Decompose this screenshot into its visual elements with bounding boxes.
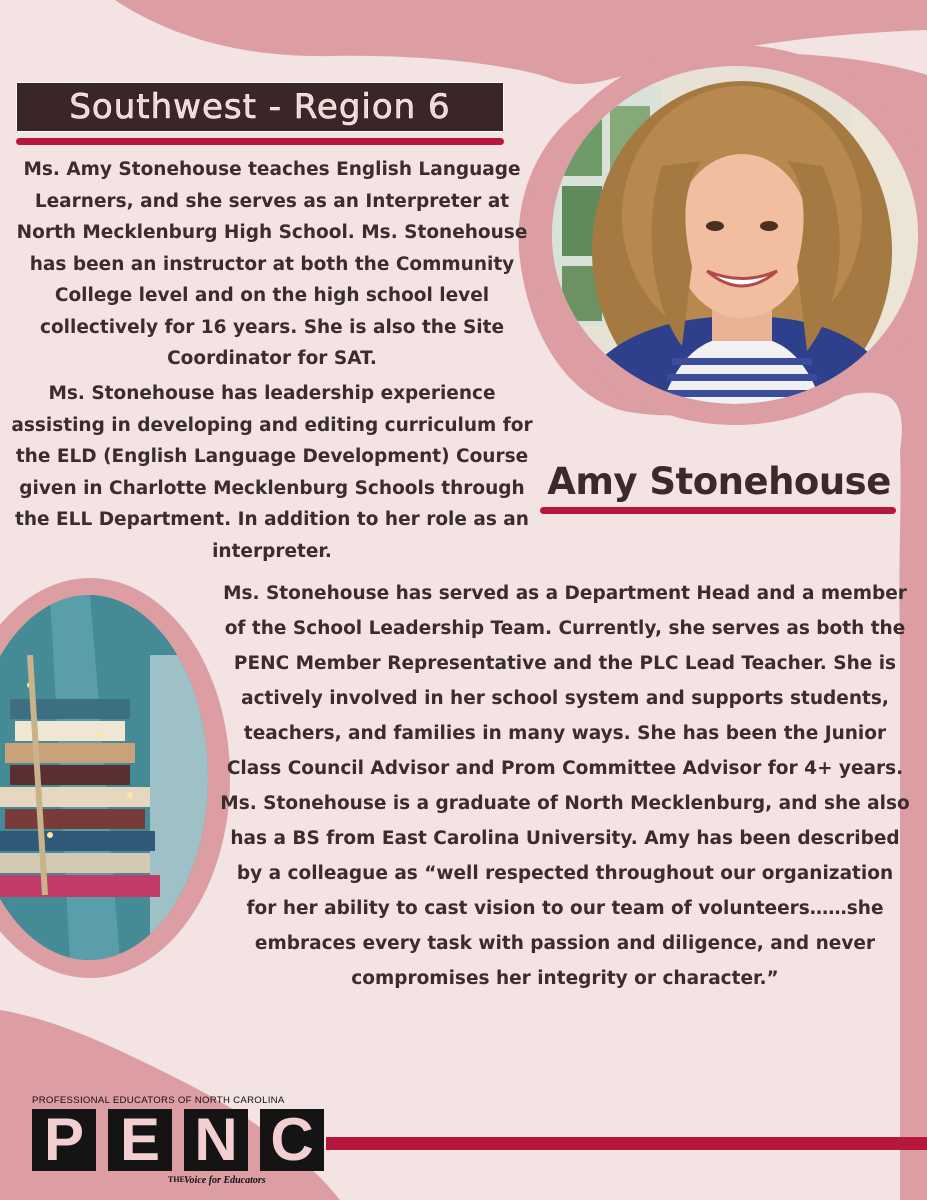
name-underline: [540, 507, 896, 514]
bio-paragraph-3: Ms. Stonehouse has served as a Department Head and a member of the School Leadership Team. Currently, she serves as both the PENC Member Representative and the PLC Lead Teacher. She is actively involved in her school system and supports students, teachers, and families in many ways. She has been the Junior Class Council Advisor and Prom Committee Advisor for 4+ years. Ms. Stonehouse is a graduate of North Mecklenburg, and she also has a BS from East Carolina University. Amy has been described by a colleague as “well respected throughout our organization for her ability to cast vision to our team of volunteers……she embraces every task with passion and diligence, and never compromises her integrity or character.”: [220, 583, 910, 989]
logo-tagline: Voice for Educators: [184, 1175, 266, 1186]
bio-paragraph-1: Ms. Amy Stonehouse teaches English Language Learners, and she serves as an Interpreter at North Mecklenburg High School. Ms. Stonehouse has been an instructor at both the Community College level and on the high school level collectively for 16 years. She is also the Site Coordinator for SAT.: [16, 159, 528, 369]
region-title-box: [16, 82, 504, 132]
logo-letter-n: N: [184, 1109, 248, 1171]
logo-letter-e: E: [108, 1109, 172, 1171]
logo-tagline-the: THE: [168, 1175, 185, 1184]
region-underline: [16, 138, 504, 145]
penc-logo: [32, 1095, 324, 1191]
portrait-photo: [552, 66, 918, 404]
bottom-accent-line: [326, 1137, 927, 1150]
profile-name: Amy Stonehouse: [547, 460, 891, 503]
region-title: Southwest - Region 6: [69, 87, 451, 127]
bio-paragraph-2: Ms. Stonehouse has leadership experience assisting in developing and editing curriculum for the ELD (English Language Development) Course given in Charlotte Mecklenburg Schools through the ELL Department. In addition to her role as an interpreter.: [11, 383, 533, 562]
logo-letter-p: P: [32, 1109, 96, 1171]
logo-letter-c: C: [260, 1109, 324, 1171]
logo-org-name: PROFESSIONAL EDUCATORS OF NORTH CAROLINA: [32, 1095, 285, 1106]
